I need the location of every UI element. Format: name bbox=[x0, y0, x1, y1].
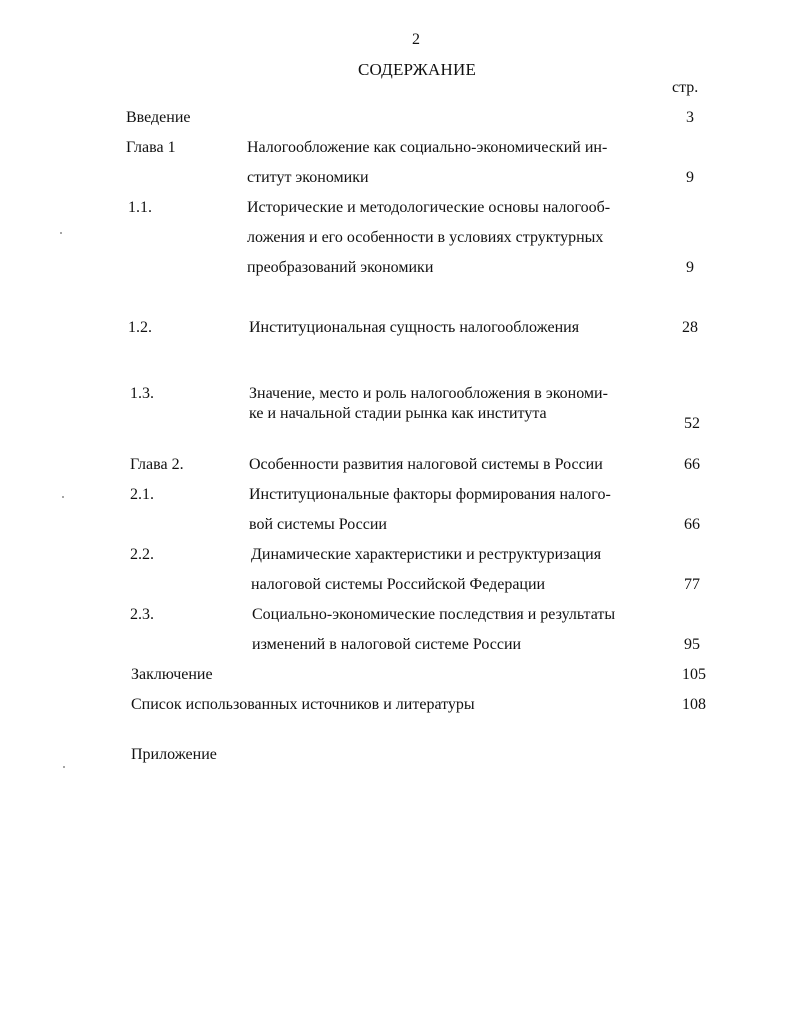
toc-entry-number: 2.1. bbox=[130, 486, 154, 503]
toc-entry-number: 2.2. bbox=[130, 546, 154, 563]
toc-entry-text-line: Институциональная сущность налогообложения bbox=[249, 319, 580, 336]
toc-entry-text-line: ложения и его особенности в условиях структурных bbox=[247, 229, 604, 246]
toc-entry-page: 52 bbox=[684, 415, 700, 432]
toc-entry-label: Список использованных источников и литературы bbox=[131, 696, 475, 713]
page-column-header: стр. bbox=[672, 79, 699, 96]
toc-entry-text-line: Налогообложение как социально-экономический ин- bbox=[247, 139, 608, 156]
toc-entry-label: Заключение bbox=[131, 666, 213, 683]
toc-entry-text-line: ститут экономики bbox=[247, 169, 369, 186]
toc-entry-number: 2.3. bbox=[130, 606, 154, 623]
toc-entry-text-line: вой системы России bbox=[249, 516, 387, 533]
toc-entry-number: Введение bbox=[126, 109, 191, 126]
toc-entry-page: 3 bbox=[686, 109, 694, 126]
toc-entry-label: Приложение bbox=[131, 746, 217, 763]
toc-entry-number: 1.1. bbox=[128, 199, 152, 216]
toc-entry-number: 1.3. bbox=[130, 385, 154, 402]
toc-entry-text-line: налоговой системы Российской Федерации bbox=[251, 576, 546, 593]
toc-entry-text-line: Исторические и методологические основы налогооб- bbox=[247, 199, 611, 216]
toc-entry-text-line: преобразований экономики bbox=[247, 259, 434, 276]
toc-entry-text-line: Социально-экономические последствия и результаты bbox=[252, 606, 616, 623]
toc-entry-text-line: Особенности развития налоговой системы в России bbox=[249, 456, 603, 473]
toc-entry-text-line: Динамические характеристики и реструктуризация bbox=[251, 546, 602, 563]
toc-entry-page: 28 bbox=[682, 319, 698, 336]
toc-entry-page: 9 bbox=[686, 169, 694, 186]
toc-entry-page: 77 bbox=[684, 576, 700, 593]
scan-speck bbox=[60, 232, 62, 234]
toc-entry-page: 95 bbox=[684, 636, 700, 653]
page-number: 2 bbox=[412, 31, 420, 48]
scan-speck bbox=[63, 766, 65, 768]
toc-entry-page: 66 bbox=[684, 516, 700, 533]
toc-title: СОДЕРЖАНИЕ bbox=[358, 60, 477, 79]
toc-entry-text-line: ке и начальной стадии рынка как института bbox=[249, 405, 547, 422]
toc-entry-text-line: изменений в налоговой системе России bbox=[252, 636, 522, 653]
scan-speck bbox=[62, 496, 64, 498]
toc-entry-text-line: Институциональные факторы формирования налого- bbox=[249, 486, 611, 503]
toc-entry-text-line: Значение, место и роль налогообложения в экономи- bbox=[249, 385, 608, 402]
toc-entry-page: 105 bbox=[682, 666, 706, 683]
toc-entry-page: 108 bbox=[682, 696, 706, 713]
toc-entry-number: 1.2. bbox=[128, 319, 152, 336]
toc-entry-number: Глава 2. bbox=[130, 456, 184, 473]
toc-entry-page: 9 bbox=[686, 259, 694, 276]
toc-entry-number: Глава 1 bbox=[126, 139, 176, 156]
toc-entry-page: 66 bbox=[684, 456, 700, 473]
